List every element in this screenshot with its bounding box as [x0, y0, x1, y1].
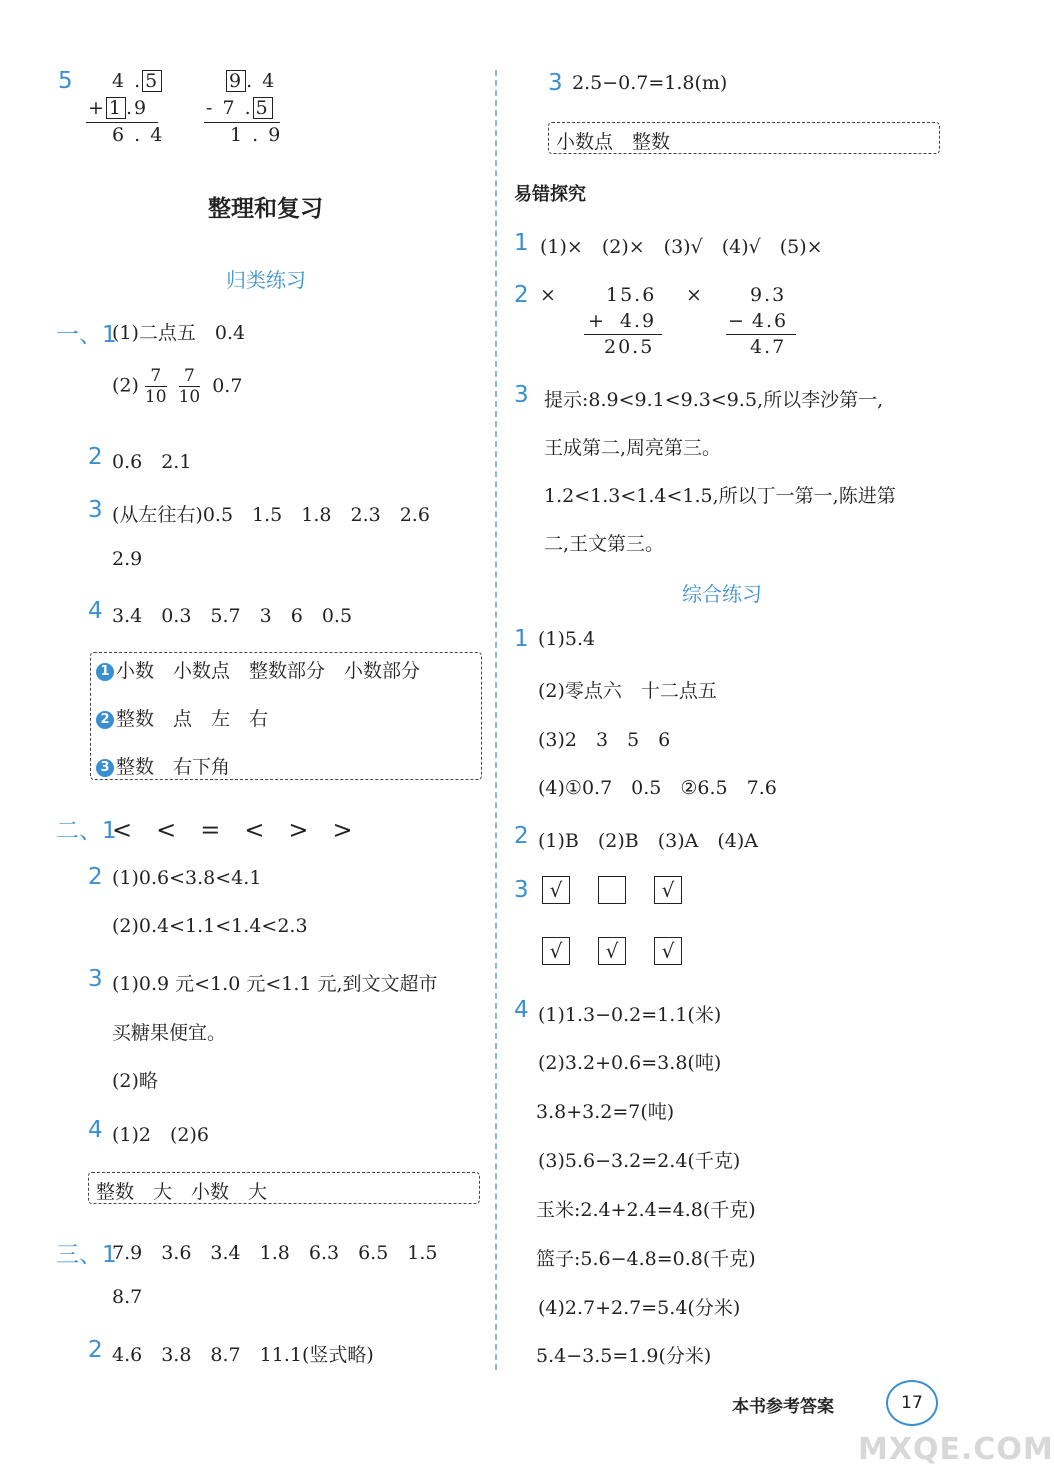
yc2-number: 2	[514, 282, 529, 308]
s1-line1: (1)二点五 0.4	[112, 322, 246, 344]
z2: (1)B (2)B (3)A (4)A	[538, 830, 759, 852]
yc2a-row1: 15.6	[606, 284, 657, 306]
yc2b-line	[726, 334, 796, 335]
s1-label: 一、1	[56, 322, 117, 348]
q5b-row1-text: . 4	[246, 70, 277, 92]
z1-c: (3)2 3 5 6	[538, 729, 671, 751]
yc2a-line	[584, 334, 662, 335]
z4-d: (3)5.6−3.2=2.4(千克)	[538, 1150, 741, 1172]
q5a-box2: 1	[106, 97, 126, 119]
s3-q1: 7.9 3.6 3.4 1.8 6.3 6.5 1.5	[112, 1242, 438, 1264]
z1-b: (2)零点六 十二点五	[538, 680, 717, 702]
fraction-1-den: 10	[144, 387, 167, 407]
fraction-1-num: 7	[150, 366, 162, 386]
s1-line2-post: 0.7	[212, 374, 243, 397]
q5a-line	[86, 122, 158, 123]
s2-q2b: (2)0.4<1.1<1.4<2.3	[112, 915, 308, 937]
z4-a: (1)1.3−0.2=1.1(米)	[538, 1004, 722, 1026]
check-box-icon: √	[542, 876, 570, 904]
s2-q2a: (1)0.6<3.8<4.1	[112, 867, 262, 889]
z2-number: 2	[514, 823, 529, 849]
summary-box-1-item2	[96, 704, 268, 731]
circle-number-icon: 2	[96, 711, 114, 729]
q5b-row2-text: - 7 .	[206, 97, 253, 119]
s3-label: 三、1	[56, 1242, 117, 1268]
z4-b: (2)3.2+0.6=3.8(吨)	[538, 1052, 722, 1074]
q5a-row2-text: .9	[126, 97, 149, 119]
yc2-cross2: ×	[686, 284, 702, 306]
yc3-line3: 1.2<1.3<1.4<1.5,所以丁一第一,陈进第	[544, 485, 896, 507]
s2-q1: < < = < > >	[112, 816, 353, 844]
z1-d: (4)①0.7 0.5 ②6.5 7.6	[538, 777, 777, 799]
z4-e: 玉米:2.4+2.4=4.8(千克)	[536, 1199, 756, 1221]
s2-label: 二、1	[56, 818, 117, 844]
yc2a-row2	[588, 310, 656, 332]
s2-q4-number: 4	[88, 1117, 103, 1143]
yc3-number: 3	[514, 382, 529, 408]
footer-label: 本书参考答案	[732, 1397, 834, 1417]
section-title: 整理和复习	[208, 196, 323, 222]
summary-box-1-text3: 整数 右下角	[116, 756, 231, 778]
check-box-icon: √	[598, 937, 626, 965]
s1-q3-cont: 2.9	[112, 548, 143, 570]
check-box-icon	[598, 876, 626, 904]
summary-box-2-text: 整数 大 小数 大	[96, 1181, 268, 1203]
watermark: MXQE.COM	[858, 1432, 1054, 1467]
fraction-2-den: 10	[178, 387, 201, 407]
z4-g: (4)2.7+2.7=5.4(分米)	[538, 1297, 741, 1319]
yc2b-row2	[728, 310, 788, 332]
page-number-badge: 17	[886, 1380, 938, 1426]
yc2b-val: 4.6	[751, 310, 789, 332]
summary-box-1-text1: 小数 小数点 整数部分 小数部分	[116, 660, 421, 682]
s2-q2-number: 2	[88, 864, 103, 890]
z3-number: 3	[514, 877, 529, 903]
yc2-cross1: ×	[540, 284, 556, 306]
s2-q3a: (1)0.9 元<1.0 元<1.1 元,到文文超市	[112, 973, 438, 995]
yc1: (1)× (2)× (3)√ (4)√ (5)×	[540, 236, 823, 258]
q5a-row2	[88, 97, 148, 119]
z1-a: (1)5.4	[538, 628, 596, 650]
yc2a-result: 20.5	[604, 336, 655, 358]
summary-box-1-item3	[96, 752, 230, 779]
s3-q2: 4.6 3.8 8.7 11.1(竖式略)	[112, 1344, 374, 1366]
s2-q3-number: 3	[88, 966, 103, 992]
column-divider	[495, 70, 497, 1370]
circle-number-icon: 3	[96, 759, 114, 777]
zonghe-title: 综合练习	[682, 582, 762, 606]
q5b-box2: 5	[253, 97, 273, 119]
q5b-box1: 9	[226, 70, 246, 92]
fraction-2	[179, 366, 201, 407]
z4-c: 3.8+3.2=7(吨)	[536, 1101, 675, 1123]
yicuo-title: 易错探究	[514, 184, 586, 205]
q5b-row1	[226, 70, 276, 92]
s3-q1-cont: 8.7	[112, 1286, 143, 1308]
z4-f: 篮子:5.6−4.8=0.8(千克)	[536, 1248, 756, 1270]
circle-number-icon: 1	[96, 663, 114, 681]
yc1-number: 1	[514, 230, 529, 256]
s1-q4-number: 4	[88, 598, 103, 624]
subsection-title-guilei: 归类练习	[226, 268, 306, 292]
z4-number: 4	[514, 997, 529, 1023]
z3-row2	[542, 937, 710, 965]
q5a-row1-text: 4 .	[112, 70, 143, 92]
s1-q2-number: 2	[88, 444, 103, 470]
summary-box-1-text2: 整数 点 左 右	[116, 708, 269, 730]
z4-h: 5.4−3.5=1.9(分米)	[536, 1345, 712, 1367]
summary-box-3-text: 小数点 整数	[556, 131, 671, 153]
yc2a-val: 4.9	[619, 310, 657, 332]
q5-number: 5	[58, 68, 73, 94]
yc2b-result: 4.7	[750, 336, 787, 358]
yc2b-op: −	[728, 310, 746, 332]
q5a-row1	[112, 70, 162, 92]
fraction-1	[145, 366, 167, 407]
s1-q3: (从左往右)0.5 1.5 1.8 2.3 2.6	[112, 504, 430, 526]
yc2a-op: +	[588, 310, 606, 332]
s1-line2	[112, 366, 242, 407]
s2-q3b: 买糖果便宜。	[112, 1022, 227, 1044]
yc3-line4: 二,王文第三。	[544, 533, 665, 555]
yc2b-row1: 9.3	[750, 284, 787, 306]
q5b-line	[204, 122, 280, 123]
yc3-line1: 提示:8.9<9.1<9.3<9.5,所以李沙第一,	[544, 389, 884, 411]
check-box-icon: √	[542, 937, 570, 965]
q5a-op: +	[88, 97, 106, 119]
r-q3: 2.5−0.7=1.8(m)	[572, 72, 728, 94]
s3-q2-number: 2	[88, 1337, 103, 1363]
q5b-result: 1 . 9	[230, 124, 283, 146]
s2-q4: (1)2 (2)6	[112, 1124, 210, 1146]
yc3-line2: 王成第二,周亮第三。	[544, 437, 722, 459]
s1-q4: 3.4 0.3 5.7 3 6 0.5	[112, 605, 353, 627]
check-box-icon: √	[654, 876, 682, 904]
fraction-2-num: 7	[183, 366, 195, 386]
check-box-icon: √	[654, 937, 682, 965]
q5b-row2	[206, 97, 273, 119]
r-q3-number: 3	[548, 70, 563, 96]
s1-q2: 0.6 2.1	[112, 451, 192, 473]
s2-q3c: (2)略	[112, 1070, 158, 1092]
q5a-result: 6 . 4	[112, 124, 165, 146]
q5a-box1: 5	[142, 70, 162, 92]
z3-row1	[542, 876, 710, 904]
s1-line2-pre: (2)	[112, 374, 139, 397]
z1-number: 1	[514, 626, 529, 652]
summary-box-1-item1	[96, 656, 420, 683]
s1-q3-number: 3	[88, 497, 103, 523]
